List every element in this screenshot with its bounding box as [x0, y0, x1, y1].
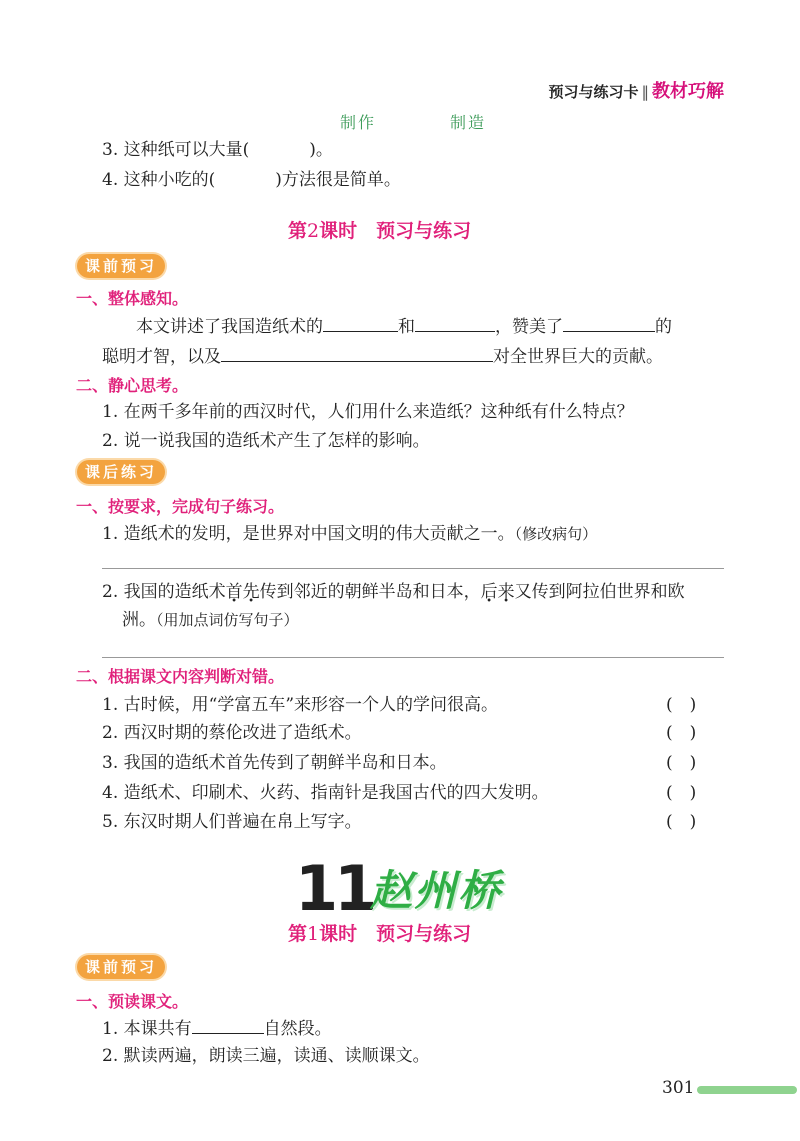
title-num: 2 [307, 220, 320, 242]
text: 对全世界巨大的贡献。 [493, 347, 663, 367]
judge-paren[interactable]: ( ) [666, 783, 697, 803]
q2-item-2: 2. 说一说我国的造纸术产生了怎样的影响。 [102, 431, 430, 451]
chapter-number: 11 [295, 852, 374, 925]
l1-q1-item-2: 2. 默读两遍，朗读三遍，读通、读顺课文。 [102, 1046, 430, 1066]
option-word-2: 制造 [450, 113, 487, 132]
text: 聪明才智，以及 [102, 347, 221, 367]
top-item-4-pre: 4. 这种小吃的( [102, 170, 216, 190]
text: ，赞美了 [495, 317, 563, 337]
title-post: 课时 预习与练习 [319, 220, 472, 242]
fill-blank[interactable] [221, 344, 493, 362]
text: 2. 我国的造纸术 [102, 582, 226, 602]
dotted-char: 先 [242, 582, 260, 602]
header-separator: ‖ [641, 83, 649, 101]
q1-line-2 [102, 344, 663, 369]
judge-paren[interactable]: ( ) [666, 812, 697, 832]
text: 本文讲述了我国造纸术的 [136, 317, 323, 337]
top-item-4-post: )方法很是简单。 [275, 170, 401, 190]
badge-preview: 课前预习 [77, 254, 165, 278]
lesson-1-title [288, 919, 471, 946]
page-header [548, 77, 724, 103]
text: 又传到阿拉伯世界和欧 [514, 582, 685, 602]
top-item-3 [102, 138, 333, 162]
fill-blank[interactable] [563, 314, 655, 332]
q1-line-1 [136, 314, 672, 339]
judge-item-4: 4. 造纸术、印刷术、火药、指南针是我国古代的四大发明。 [102, 783, 549, 803]
page-bar-decoration [697, 1086, 797, 1094]
judge-paren[interactable]: ( ) [666, 753, 697, 773]
answer-line[interactable] [102, 568, 724, 569]
title-pre: 第 [288, 220, 308, 242]
fill-blank[interactable] [415, 314, 495, 332]
judge-item-3: 3. 我国的造纸术首先传到了朝鲜半岛和日本。 [102, 753, 447, 773]
q3-item-2-line-1 [102, 580, 685, 604]
top-item-3-pre: 3. 这种纸可以大量( [102, 140, 250, 160]
text: 自然段。 [263, 1019, 332, 1039]
dotted-char: 后 [480, 582, 498, 602]
badge-preview-2: 课前预习 [77, 955, 165, 979]
title-pre: 第 [288, 923, 308, 945]
hint: （修改病句） [514, 525, 598, 543]
q2-heading: 二、静心思考。 [76, 376, 189, 395]
dotted-char: 首 [225, 582, 243, 602]
q3-heading: 一、按要求，完成句子练习。 [76, 497, 285, 516]
judge-paren[interactable]: ( ) [666, 723, 697, 743]
q3-item-2-line-2 [122, 608, 299, 632]
text: 传到邻近的朝鲜半岛和日本， [259, 582, 481, 602]
top-item-4 [102, 168, 401, 192]
q4-heading: 二、根据课文内容判断对错。 [76, 667, 285, 686]
title-post: 课时 预习与练习 [319, 923, 472, 945]
q2-item-1: 1. 在两千多年前的西汉时代，人们用什么来造纸？这种纸有什么特点？ [102, 402, 634, 422]
judge-item-1 [102, 693, 724, 717]
q1-heading: 一、整体感知。 [76, 289, 189, 308]
header-section-label: 预习与练习卡 [548, 83, 639, 101]
option-word-1: 制作 [340, 113, 377, 132]
judge-item-2: 2. 西汉时期的蔡伦改进了造纸术。 [102, 723, 362, 743]
text: 1. 古时候，用“学富五车”来形容一个人的学问很高。 [102, 695, 499, 715]
text: 1. 造纸术的发明，是世界对中国文明的伟大贡献之一。 [102, 524, 515, 544]
answer-line[interactable] [102, 657, 724, 658]
title-num: 1 [307, 923, 320, 945]
fill-blank[interactable] [323, 314, 398, 332]
text: 洲。 [122, 610, 156, 630]
fill-blank[interactable] [192, 1016, 264, 1034]
q3-item-1 [102, 522, 597, 546]
dotted-char: 来 [497, 582, 515, 602]
text: 的 [655, 317, 672, 337]
l1-q1-item-1 [102, 1016, 332, 1041]
hint: （用加点词仿写句子） [156, 611, 299, 629]
l1-q1-heading: 一、预读课文。 [76, 992, 189, 1011]
judge-paren[interactable]: ( ) [666, 695, 697, 715]
text: 和 [398, 317, 415, 337]
badge-practice: 课后练习 [77, 460, 165, 484]
page-number: 301 [662, 1078, 695, 1098]
lesson-2-title [288, 216, 471, 243]
judge-item-5: 5. 东汉时期人们普遍在帛上写字。 [102, 812, 362, 832]
top-item-3-post: )。 [309, 140, 333, 160]
header-brand: 教材巧解 [652, 81, 724, 102]
chapter-title: 赵州桥 [370, 866, 503, 915]
text: 1. 本课共有 [102, 1019, 192, 1039]
